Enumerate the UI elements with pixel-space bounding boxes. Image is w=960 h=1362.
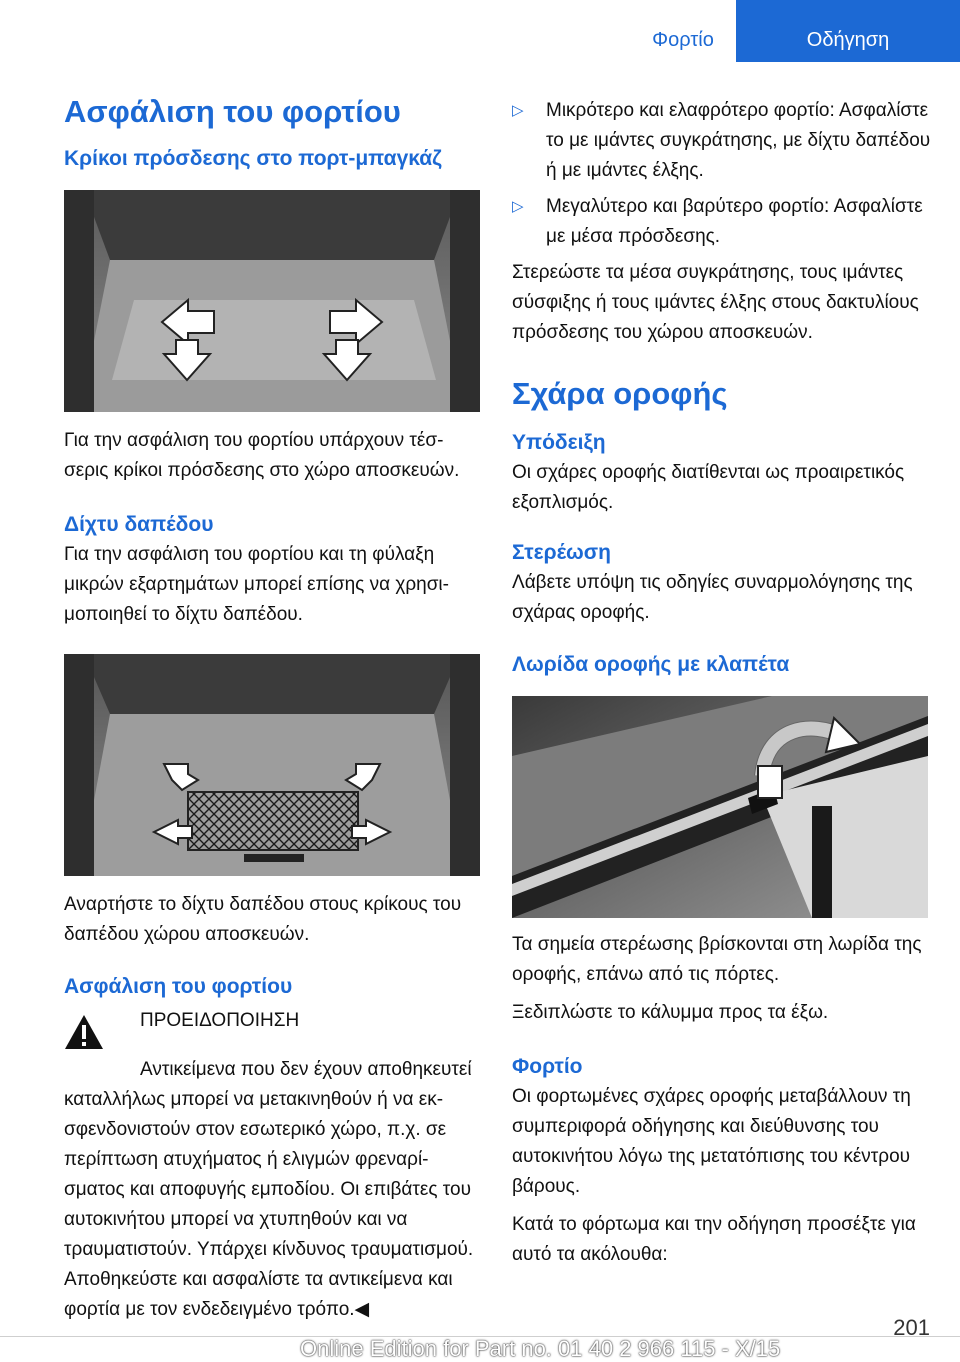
- heading-roof-strip: Λωρίδα οροφής με κλαπέτα: [512, 653, 790, 676]
- paragraph-hang-net: Αναρτήστε το δίχτυ δαπέδου στους κρίκους του δαπέδου χώρου αποσκευών.: [64, 894, 462, 945]
- heading-load: Φορτίο: [512, 1055, 583, 1078]
- tab-driving[interactable]: Οδήγηση: [736, 0, 960, 62]
- page-number: 201: [893, 1315, 930, 1340]
- roof-strip-photo: [512, 696, 928, 918]
- paragraph-floor-net: Για την ασφάλιση του φορτίου και τη φύλαξη μικρών εξαρτημάτων μπορεί επίσης να χρησιμοποιηθεί το δίχτυ δαπέδου.: [64, 544, 449, 625]
- left-column: [64, 92, 480, 1325]
- floor-net-photo: [64, 654, 480, 876]
- heading-mounting: Στερέωση: [512, 541, 611, 564]
- heading-note: Υπόδειξη: [512, 431, 606, 454]
- cargo-bullet-list: [512, 96, 932, 252]
- paragraph-note: Οι σχάρες οροφής διατίθενται ως προαιρετικός εξοπλισμός.: [512, 462, 905, 513]
- warning-title: ΠΡΟΕΙΔΟΠΟΙΗΣΗ: [140, 1010, 300, 1031]
- paragraph-mount-points: Τα σημεία στερέωσης βρίσκονται στη λωρίδα της οροφής, επάνω από τις πόρτες.: [512, 934, 922, 985]
- list-item: [512, 192, 932, 252]
- list-item: [512, 96, 932, 186]
- header-tabs: [630, 0, 960, 62]
- bullet-text: Μεγαλύτερο και βαρύτερο φορτίο: Ασφαλίστε με μέσα πρόσδεσης.: [546, 196, 923, 247]
- trunk-rings-photo: [64, 190, 480, 412]
- right-column: [512, 96, 932, 1270]
- bullet-marker: ▷: [512, 102, 524, 119]
- paragraph-observe: Κατά το φόρτωμα και την οδήγηση προσέξτε για αυτό τα ακόλουθα:: [512, 1214, 916, 1265]
- floor-net-illustration: [64, 654, 480, 876]
- edition-watermark: Online Edition for Part no. 01 40 2 966 115 - X/15: [300, 1336, 781, 1361]
- heading-floor-net: Δίχτυ δαπέδου: [64, 513, 214, 536]
- bullet-marker: ▷: [512, 198, 524, 215]
- paragraph-tie-down-rings: Για την ασφάλιση του φορτίου υπάρχουν τέσσερις κρίκοι πρόσδεσης στο χώρο αποσκευών.: [64, 430, 460, 481]
- bullet-text: Μικρότερο και ελαφρότερο φορτίο: Ασφαλίστε το με ιμάντες συγκράτησης, με δίχτυ δαπέδου ή με ιμάντες έλξης.: [546, 100, 931, 181]
- warning-triangle-icon: [64, 1004, 108, 1055]
- heading-securing-cargo: Ασφάλιση του φορτίου: [64, 975, 293, 998]
- heading-tie-down-rings: Κρίκοι πρόσδεσης στο πορτ-μπαγκάζ: [64, 147, 442, 170]
- paragraph-loaded-racks: Οι φορτωμένες σχάρες οροφής μεταβάλλουν τη συμπεριφορά οδήγησης και διεύθυνσης του αυτοκινήτου λόγω της μετατόπισης του κέντρου βάρους.: [512, 1086, 911, 1197]
- paragraph-fasten-straps: Στερεώστε τα μέσα συγκράτησης, τους ιμάντες σύσφιξης ή τους ιμάντες έλξης στους δακτυλίους πρόσδεσης του χώρου αποσκευών.: [512, 262, 919, 343]
- warning-block: [64, 1004, 480, 1055]
- section-title-roof-rack: Σχάρα οροφής: [512, 376, 728, 411]
- trunk-rings-illustration: [64, 190, 480, 412]
- paragraph-unfold-cover: Ξεδιπλώστε το κάλυμμα προς τα έξω.: [512, 1002, 829, 1023]
- paragraph-mounting: Λάβετε υπόψη τις οδηγίες συναρμολόγησης της σχάρας οροφής.: [512, 572, 913, 623]
- warning-text: Αντικείμενα που δεν έχουν αποθηκευτεί καταλλήλως μπορεί να μετακινηθούν ή να εκσφενδονιστούν στον εσωτερικό χώρο, π.χ. σε περίπτωση ατυχήματος ή ελιγμών φρεναρίσματος και αποφυγής εμποδίου. Οι επιβάτες του αυτοκινήτου μπορεί να χτυπηθούν και να τραυματιστούν. Υπάρχει κίνδυνος τραυματισμού. Αποθηκεύστε και ασφαλίστε τα αντικείμενα και φορτία με τον ενδεδειγμένο τρόπο.◀: [64, 1059, 474, 1320]
- roof-strip-illustration: [512, 696, 928, 918]
- section-title-cargo-securing: Ασφάλιση του φορτίου: [64, 94, 401, 129]
- tab-cargo[interactable]: Φορτίο: [630, 0, 736, 62]
